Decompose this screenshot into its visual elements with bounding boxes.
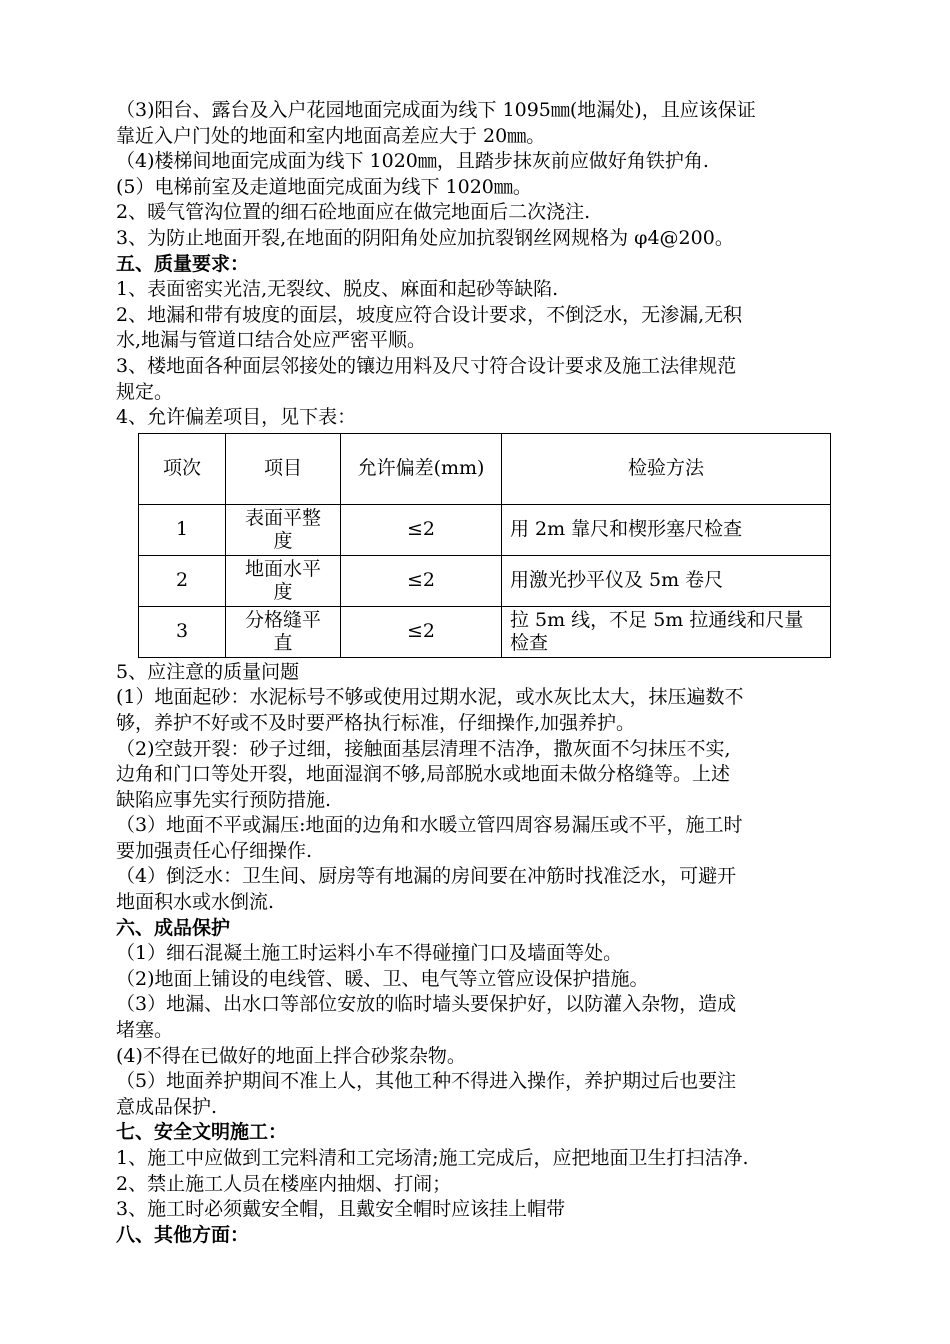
cell-item	[226, 555, 341, 606]
cell-method-line2: 检查	[510, 631, 549, 654]
issue2-line3: 缺陷应事先实行预防措施.	[116, 788, 332, 811]
issue3-line1: （3）地面不平或漏压:地面的边角和水暖立管四周容易漏压或不平，施工时	[116, 814, 743, 837]
cell-item-line2: 直	[273, 631, 293, 654]
cell-item-line2: 度	[273, 529, 293, 552]
protection-item3-line2: 堵塞。	[116, 1019, 174, 1042]
table-row	[139, 555, 831, 606]
cell-item	[226, 504, 341, 555]
section-heading-protection: 六、成品保护	[116, 916, 231, 939]
quality-p5: 5、应注意的质量问题	[116, 660, 300, 683]
document-page	[116, 98, 862, 1248]
protection-item1: （1）细石混凝土施工时运料小车不得碰撞门口及墙面等处。	[116, 942, 623, 965]
cell-method: 用 2m 靠尺和楔形塞尺检查	[502, 504, 831, 555]
point3: 3、为防止地面开裂,在地面的阴阳角处应加抗裂钢丝网规格为 φ4@200。	[116, 226, 734, 249]
cell-no: 1	[139, 504, 226, 555]
issue4-line2: 地面积水或水倒流.	[116, 891, 275, 914]
point2: 2、暖气管沟位置的细石砼地面应在做完地面后二次浇注.	[116, 201, 591, 224]
cell-item	[226, 606, 341, 657]
table-row	[139, 606, 831, 657]
item5: (5）电梯前室及走道地面完成面为线下 1020㎜。	[116, 175, 532, 198]
protection-item2: （2)地面上铺设的电线管、暖、卫、电气等立管应设保护措施。	[116, 967, 649, 990]
cell-method	[502, 606, 831, 657]
issue1-line1: (1）地面起砂：水泥标号不够或使用过期水泥，或水灰比太大，抹压遍数不	[116, 686, 744, 709]
safety-item1: 1、施工中应做到工完料清和工完场清;施工完成后，应把地面卫生打扫洁净.	[116, 1147, 749, 1169]
cell-item-line1: 表面平整	[244, 506, 321, 529]
protection-item5-line2: 意成品保护.	[116, 1095, 218, 1118]
cell-method: 用激光抄平仪及 5m 卷尺	[502, 555, 831, 606]
cell-item-line1: 地面水平	[244, 557, 321, 580]
cell-no: 2	[139, 555, 226, 606]
issue2-line1: （2)空鼓开裂：砂子过细，接触面基层清理不洁净，撒灰面不匀抹压不实,	[116, 737, 731, 760]
cell-tolerance: ≤2	[341, 606, 502, 657]
quality-p1: 1、表面密实光洁,无裂纹、脱皮、麻面和起砂等缺陷.	[116, 278, 559, 301]
issue1-line2: 够，养护不好或不及时要严格执行标准，仔细操作,加强养护。	[116, 711, 636, 734]
quality-p2-line1: 2、地漏和带有坡度的面层，坡度应符合设计要求，不倒泛水，无渗漏,无积	[116, 303, 743, 326]
quality-p3-line1: 3、楼地面各种面层邻接处的镶边用料及尺寸符合设计要求及施工法律规范	[116, 354, 737, 377]
cell-tolerance: ≤2	[341, 504, 502, 555]
issue2-line2: 边角和门口等处开裂，地面湿润不够,局部脱水或地面未做分格缝等。上述	[116, 763, 731, 786]
table-row	[139, 504, 831, 555]
section-heading-other: 八、其他方面：	[116, 1223, 250, 1246]
safety-item2: 2、禁止施工人员在楼座内抽烟、打闹；	[116, 1172, 452, 1195]
table-header-row	[139, 433, 831, 504]
header-cell-tolerance: 允许偏差(mm)	[341, 433, 502, 504]
tolerance-table	[138, 433, 831, 658]
header-cell-method: 检验方法	[502, 433, 831, 504]
protection-item3-line1: （3）地漏、出水口等部位安放的临时墙头要保护好，以防灌入杂物，造成	[116, 993, 737, 1016]
cell-item-line1: 分格缝平	[244, 608, 321, 631]
item4: （4)楼梯间地面完成面为线下 1020㎜，且踏步抹灰前应做好角铁护角.	[116, 150, 709, 173]
item3-line1: （3)阳台、露台及入户花园地面完成面为线下 1095㎜(地漏处)，且应该保证	[116, 99, 756, 121]
issue3-line2: 要加强责任心仔细操作.	[116, 839, 313, 862]
section-heading-quality: 五、质量要求：	[116, 252, 250, 275]
quality-p4: 4、允许偏差项目，见下表：	[116, 406, 357, 429]
cell-tolerance: ≤2	[341, 555, 502, 606]
header-cell-no: 项次	[139, 433, 226, 504]
section-heading-safety: 七、安全文明施工：	[116, 1121, 288, 1144]
safety-item3: 3、施工时必须戴安全帽，且戴安全帽时应该挂上帽带	[116, 1198, 566, 1221]
cell-item-line2: 度	[273, 580, 293, 603]
quality-p3-line2: 规定。	[116, 380, 174, 403]
header-cell-item: 项目	[226, 433, 341, 504]
cell-method-line1: 拉 5m 线，不足 5m 拉通线和尺量	[510, 608, 804, 631]
item3-line2: 靠近入户门处的地面和室内地面高差应大于 20㎜。	[116, 124, 546, 147]
protection-item5-line1: （5）地面养护期间不准上人，其他工种不得进入操作，养护期过后也要注	[116, 1070, 737, 1093]
protection-item4: (4)不得在已做好的地面上拌合砂浆杂物。	[116, 1044, 466, 1067]
issue4-line1: （4）倒泛水：卫生间、厨房等有地漏的房间要在冲筋时找准泛水，可避开	[116, 865, 737, 888]
quality-p2-line2: 水,地漏与管道口结合处应严密平顺。	[116, 329, 427, 352]
cell-no: 3	[139, 606, 226, 657]
